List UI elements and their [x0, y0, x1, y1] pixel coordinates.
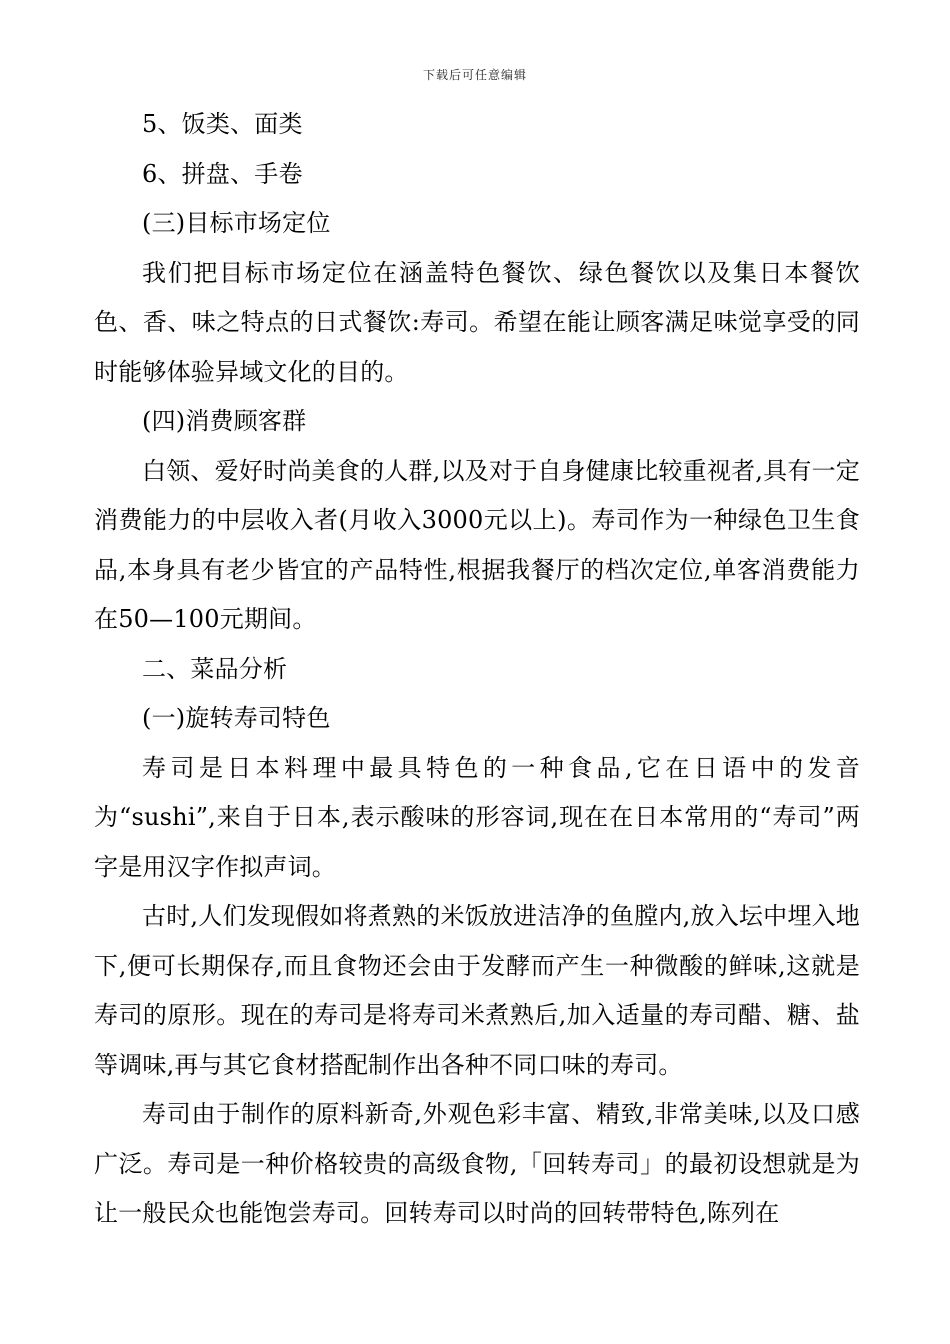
paragraph-sushi-history: 古时,人们发现假如将煮熟的米饭放进洁净的鱼膛内,放入坛中埋入地下,便可长期保存,而且食物还会由于发酵而产生一种微酸的鲜味,这就是寿司的原形。现在的寿司是将寿司米煮熟后,加入适量的寿司醋、糖、盐等调味,再与其它食材搭配制作出各种不同口味的寿司。: [94, 902, 860, 1079]
page-header: 下载后可任意编辑: [422, 68, 527, 82]
paragraph-target-market: 我们把目标市场定位在涵盖特色餐饮、绿色餐饮以及集日本餐饮色、香、味之特点的日式餐饮:寿司。希望在能让顾客满足味觉享受的同时能够体验异域文化的目的。: [94, 258, 860, 386]
paragraph-sushi-origin-name: 寿司是日本料理中最具特色的一种食品,它在日语中的发音为“sushi”,来自于日本,表示酸味的形容词,现在在日本常用的“寿司”两字是用汉字作拟声词。: [94, 753, 860, 881]
paragraph-conveyor-sushi: 寿司由于制作的原料新奇,外观色彩丰富、精致,非常美味,以及口感广泛。寿司是一种价格较贵的高级食物,「回转寿司」的最初设想就是为让一般民众也能饱尝寿司。回转寿司以时尚的回转带特色,陈列在: [94, 1100, 860, 1227]
section-heading-sushi-features: (一)旋转寿司特色: [142, 704, 331, 732]
list-item-platter-handroll: 6、拼盘、手卷: [142, 159, 303, 188]
list-item-rice-noodles: 5、饭类、面类: [142, 110, 303, 138]
document-body: [94, 100, 860, 1239]
section-heading-customer-group: (四)消费顾客群: [142, 407, 307, 435]
chapter-heading-dish-analysis: 二、菜品分析: [142, 654, 288, 683]
paragraph-customer-group: 白领、爱好时尚美食的人群,以及对于自身健康比较重视者,具有一定消费能力的中层收入者(月收入3000元以上)。寿司作为一种绿色卫生食品,本身具有老少皆宜的产品特性,根据我餐厅的档次定位,单客消费能力在50—100元期间。: [94, 456, 860, 633]
section-heading-target-market: (三)目标市场定位: [142, 209, 331, 237]
